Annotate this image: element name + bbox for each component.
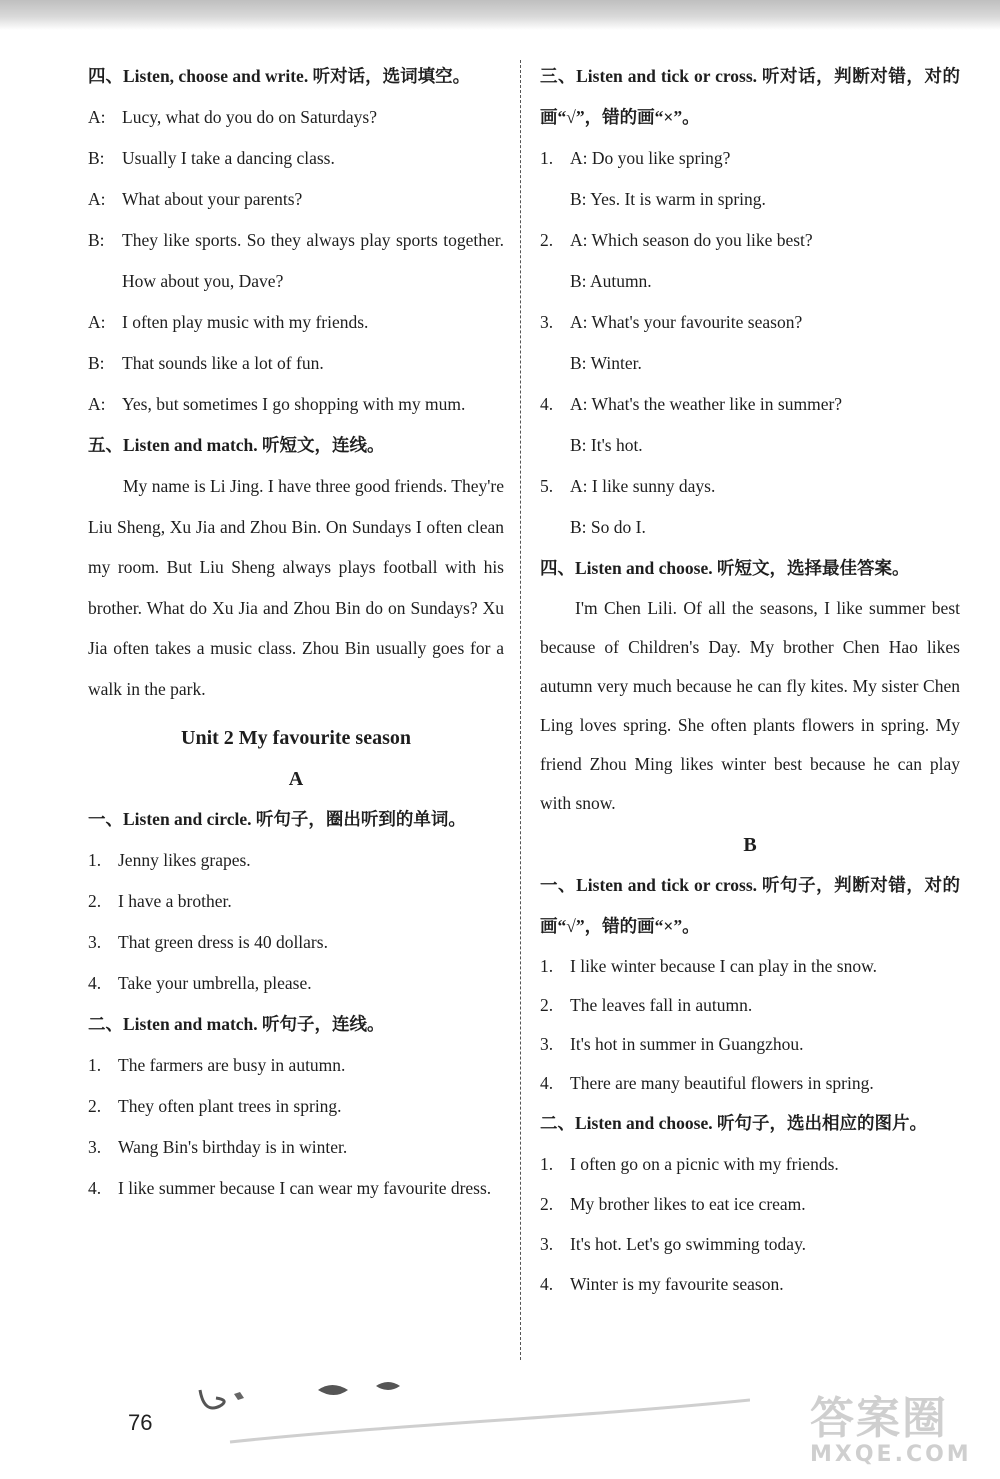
watermark-url: MXQE.COM	[810, 1442, 972, 1467]
heart-doodle	[200, 1390, 224, 1408]
swoosh-line	[230, 1400, 750, 1442]
list-item: 4. Winter is my favourite season.	[540, 1274, 784, 1294]
part-b-section-1-title: 一、Listen and tick or cross. 听句子，判断对错，对的画“√”，错的画“×”。	[540, 875, 960, 936]
dialog-line: B: That sounds like a lot of fun.	[88, 353, 324, 373]
list-item: 3. That green dress is 40 dollars.	[88, 932, 328, 952]
list-item: 3. Wang Bin's birthday is in winter.	[88, 1137, 348, 1157]
watermark	[810, 1395, 990, 1475]
list-item: 2. I have a brother.	[88, 891, 232, 911]
part-a-section-2-title: 二、Listen and match. 听句子，连线。	[88, 1014, 385, 1034]
list-item: 2. They often plant trees in spring.	[88, 1096, 342, 1116]
dialog-reply: B: Yes. It is warm in spring.	[570, 189, 766, 209]
list-item: 1. I like winter because I can play in the snow.	[540, 956, 877, 976]
part-a-section-3-title: 三、Listen and tick or cross. 听对话，判断对错，对的画“√”，错的画“×”。	[540, 66, 960, 127]
list-item: 1. The farmers are busy in autumn.	[88, 1055, 346, 1075]
section-5-passage: My name is Li Jing. I have three good friends. They're Liu Sheng, Xu Jia and Zhou Bin. On Sundays I often clean my room. But Liu Sheng always plays football with his brother. What do Xu Jia and Zhou Bin do on Sundays? Xu Jia often takes a music class. Zhou Bin usually goes for a walk in the park.	[88, 476, 504, 699]
list-item: 4. I like summer because I can wear my favourite dress.	[88, 1178, 492, 1198]
dialog-item: 1. A: Do you like spring?	[540, 148, 731, 168]
list-item: 4. Take your umbrella, please.	[88, 973, 312, 993]
dialog-line: A: What about your parents?	[88, 189, 303, 209]
dialog-item: 4. A: What's the weather like in summer?	[540, 394, 843, 414]
dialog-item: 5. A: I like sunny days.	[540, 476, 716, 496]
part-a-section-4-title: 四、Listen and choose. 听短文，选择最佳答案。	[540, 558, 910, 578]
dialog-line: A: Lucy, what do you do on Saturdays?	[88, 107, 377, 127]
dialog-item: 3. A: What's your favourite season?	[540, 312, 803, 332]
section-4-title: 四、Listen, choose and write. 听对话，选词填空。	[88, 66, 471, 86]
page-top-band	[0, 0, 1000, 30]
right-column	[540, 56, 960, 1304]
dialog-item: 2. A: Which season do you like best?	[540, 230, 813, 250]
list-item: 4. There are many beautiful flowers in spring.	[540, 1073, 874, 1093]
list-item: 1. I often go on a picnic with my friends.	[540, 1154, 839, 1174]
bird-doodle	[376, 1382, 400, 1390]
page-number: 76	[128, 1410, 153, 1435]
list-item: 2. The leaves fall in autumn.	[540, 995, 753, 1015]
part-a-title: A	[288, 768, 304, 790]
dialog-reply: B: Winter.	[570, 353, 642, 373]
dialog-line: B: They like sports. So they always play sports together. How about you, Dave?	[88, 230, 504, 291]
dialog-line: A: I often play music with my friends.	[88, 312, 369, 332]
left-column	[88, 56, 504, 1209]
column-divider	[520, 60, 521, 1360]
list-item: 3. It's hot. Let's go swimming today.	[540, 1234, 807, 1254]
part-b-title: B	[743, 834, 757, 856]
part-b-section-2-title: 二、Listen and choose. 听句子，选出相应的图片。	[540, 1113, 927, 1133]
dialog-line: B: Usually I take a dancing class.	[88, 148, 335, 168]
dialog-reply: B: It's hot.	[570, 435, 643, 455]
watermark-logo-text: 答案圈	[810, 1393, 948, 1444]
dialog-reply: B: So do I.	[570, 517, 646, 537]
leaf-doodle	[234, 1392, 244, 1400]
bird-doodle	[318, 1385, 348, 1395]
unit-title: Unit 2 My favourite season	[181, 727, 411, 749]
list-item: 3. It's hot in summer in Guangzhou.	[540, 1034, 804, 1054]
section-5-title: 五、Listen and match. 听短文，连线。	[88, 435, 385, 455]
dialog-list	[88, 97, 504, 425]
section-4-passage: I'm Chen Lili. Of all the seasons, I like summer best because of Children's Day. My brother Chen Hao likes autumn very much because he can fly kites. My sister Chen Ling loves spring. She often plants flowers in spring. My friend Zhou Ming likes winter best because he can play with snow.	[540, 598, 960, 813]
list-item: 2. My brother likes to eat ice cream.	[540, 1194, 806, 1214]
part-a-section-1-title: 一、Listen and circle. 听句子，圈出听到的单词。	[88, 809, 466, 829]
dialog-reply: B: Autumn.	[570, 271, 652, 291]
dialog-line: A: Yes, but sometimes I go shopping with my mum.	[88, 394, 466, 414]
list-item: 1. Jenny likes grapes.	[88, 850, 251, 870]
footer-decoration	[190, 1370, 750, 1460]
